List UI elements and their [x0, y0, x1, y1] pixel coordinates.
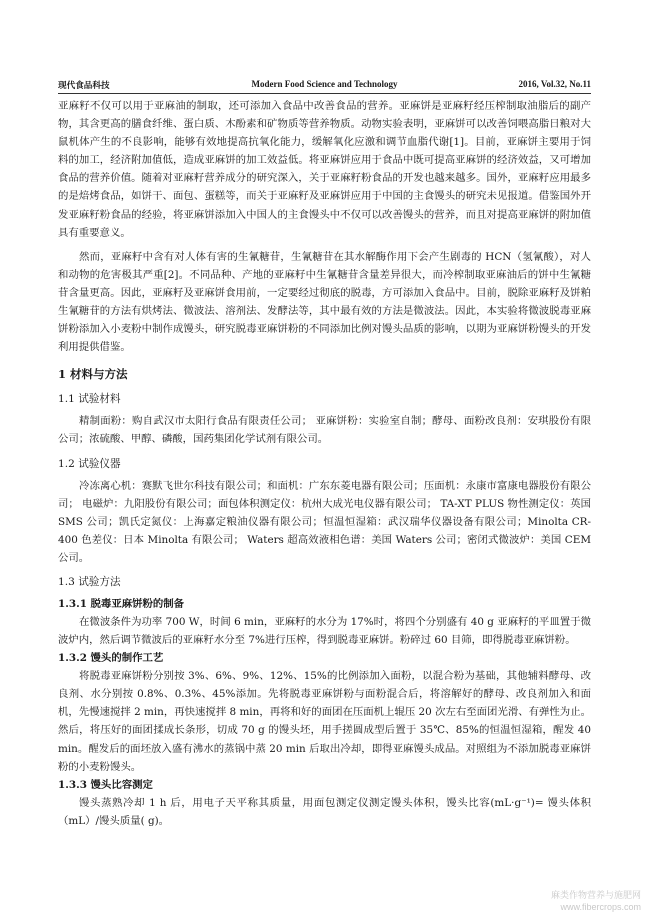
subsection-heading-instruments: 1.2 试验仪器 — [58, 457, 121, 470]
paragraph-process: 将脱毒亚麻饼粉分别按 3%、6%、9%、12%、15%的比例添加入面粉，以混合粉为基础，其他辅料酵母、改良剂、水分别按 0.8%、0.3%、45%添加。先将脱毒亚麻饼粉与面粉混合后，将溶解好的酵母、改良剂加入和面机，先慢速搅拌 2 min，再快速搅拌 8 min，再将和好的面团在压面机上辊压 20 次左右至面团光滑、有弹性为止。然后，将压好的面团揉成长条形，切成 70 g 的馒头坯，用手搓圆成型后置于 35℃、85%的恒温恒湿箱，醒发 40 min。醒发后的面坯放入盛有沸水的蒸锅中蒸 20 min 后取出冷却，即得亚麻馒头成品。对照组为不添加脱毒亚麻饼粉的小麦粉馒头。 — [58, 670, 591, 773]
paragraph-detox: 在微波条件为功率 700 W，时间 6 min，亚麻籽的水分为 17%时，将四个分别盛有 40 g 亚麻籽的平皿置于微波炉内，然后调节微波后的亚麻籽水分至 7%进行压榨，得到脱毒亚麻饼。粉碎过 60 目筛，即得脱毒亚麻饼粉。 — [58, 615, 591, 647]
paragraph-materials: 精制面粉：购自武汉市太阳行食品有限责任公司； 亚麻饼粉：实验室自制；酵母、面粉改良剂：安琪股份有限公司；浓硫酸、甲醇、磷酸，国药集团化学试剂有限公司。 — [58, 415, 591, 446]
section-heading-materials-methods: 1 材料与方法 — [58, 367, 128, 382]
paragraph-hcn: 然而，亚麻籽中含有对人体有害的生氰糖苷，生氰糖苷在其水解酶作用下会产生剧毒的 HCN（氢氰酸），对人和动物的危害极其严重[2]。不同品种、产地的亚麻籽中生氰糖苷含量差异很大，而冷榨制取亚麻油后的饼中生氰糖苷含量更高。因此，亚麻籽及亚麻饼食用前，一定要经过彻底的脱毒，方可添加入食品中。目前，脱除亚麻籽及饼粕生氰糖苷的方法有烘烤法、微波法、溶剂法、发酵法等，其中最有效的方法是微波法。因此，本实验将微波脱毒亚麻饼粉添加入小麦粉中制作成馒头，研究脱毒亚麻饼粉的不同添加比例对馒头品质的影响，以期为亚麻饼粉馒头的开发利用提供借鉴。 — [58, 250, 591, 354]
subsection-heading-materials: 1.1 试验材料 — [58, 393, 121, 406]
watermark-url: www.fibercrops.com — [560, 902, 641, 912]
paragraph-specific-volume: 馒头蒸熟冷却 1 h 后，用电子天平称其质量，用面包测定仪测定馒头体积，馒头比容(mL·g⁻¹)= 馒头体积（mL）/馒头质量( g)。 — [58, 796, 591, 827]
journal-name-cn: 现代食品科技 — [58, 80, 110, 90]
subsubsection-heading-detox: 1.3.1 脱毒亚麻饼粉的制备 — [58, 597, 185, 610]
watermark-title: 麻类作物营养与施肥网 — [550, 890, 641, 900]
watermark — [551, 889, 641, 913]
issue-info: 2016, Vol.32, No.11 — [518, 79, 591, 89]
running-header — [58, 79, 591, 93]
subsubsection-heading-specific-volume: 1.3.3 馒头比容测定 — [58, 778, 153, 791]
header-rule — [58, 93, 591, 94]
paragraph-instruments: 冷冻离心机：赛默飞世尔科技有限公司；和面机：广东东菱电器有限公司；压面机：永康市富康电器股份有限公司； 电磁炉：九阳股份有限公司；面包体积测定仪：杭州大成光电仪器有限公司； TA-XT PLUS 物性测定仪：英国 SMS 公司；凯氏定氮仪：上海嘉定粮油仪器有限公司；恒温恒湿箱：武汉瑞华仪器设备有限公司；Minolta CR-400 色差仪：日本 Minolta 有限公司； Waters 超高效液相色谱：美国 Waters 公司；密闭式微波炉：美国 CEM 公司。 — [58, 479, 591, 564]
paragraph-intro-continued: 亚麻籽不仅可以用于亚麻油的制取，还可添加入食品中改善食品的营养。亚麻饼是亚麻籽经压榨制取油脂后的副产物，其含更高的膳食纤维、蛋白质、木酚素和矿物质等营养物质。动物实验表明，亚麻饼可以改善饲喂高脂日粮对大鼠机体产生的不良影响，能够有效地提高抗氧化能力，缓解氧化应激和调节血脂代谢[1]。目前，亚麻饼主要用于饲料的加工，经济附加值低，造成亚麻饼的加工效益低。将亚麻饼应用于食品中既可提高亚麻饼的经济效益，又可增加食品的营养价值。随着对亚麻籽营养成分的研究深入，关于亚麻籽粉食品的开发也越来越多。国外，亚麻籽应用最多的是焙烤食品，如饼干、面包、蛋糕等，而关于亚麻籽及亚麻饼应用于中国的主食馒头的研究未见报道。借鉴国外开发亚麻籽粉食品的经验，将亚麻饼添加入中国人的主食馒头中不仅可以改善馒头的营养，而且对提高亚麻饼的附加值具有重要意义。 — [58, 100, 591, 239]
article-body — [58, 97, 591, 830]
subsection-heading-methods: 1.3 试验方法 — [58, 575, 121, 588]
subsubsection-heading-process: 1.3.2 馒头的制作工艺 — [58, 652, 164, 665]
journal-name-en: Modern Food Science and Technology — [251, 79, 398, 89]
